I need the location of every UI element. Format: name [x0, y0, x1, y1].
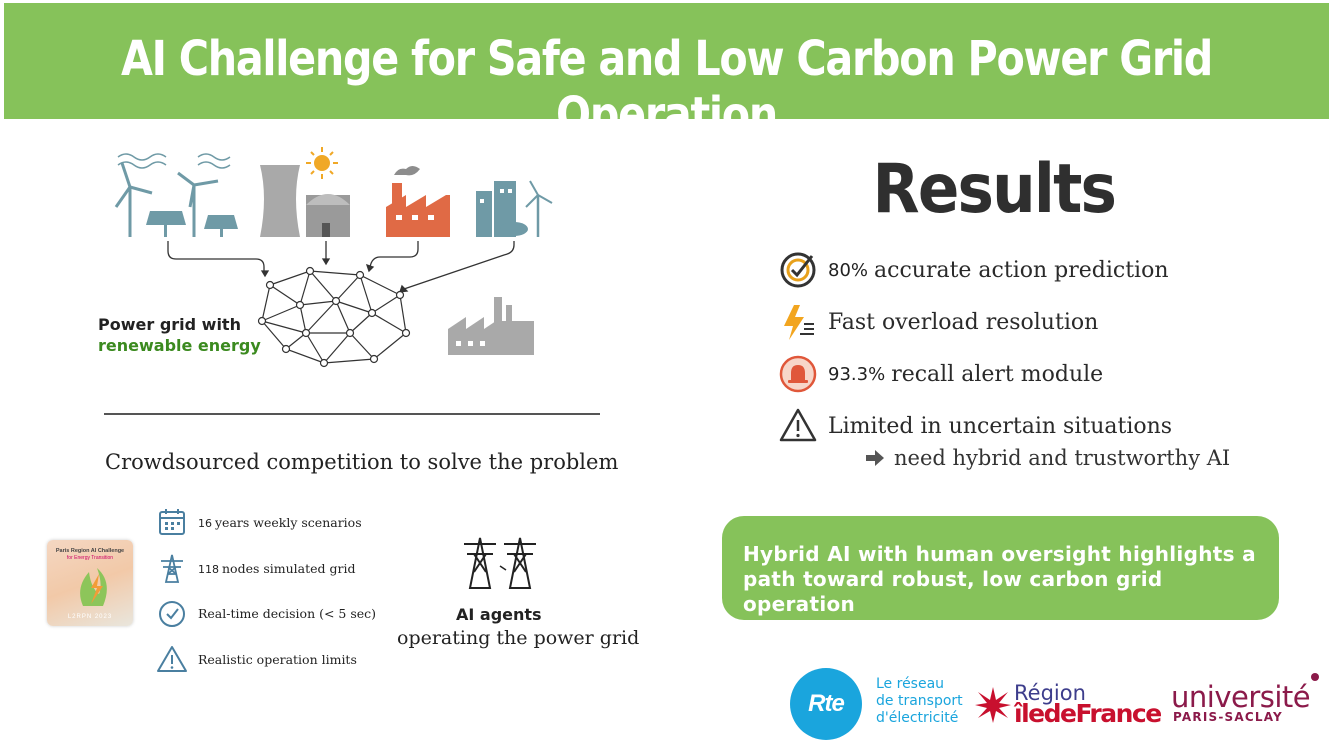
- clock-icon: [156, 597, 188, 629]
- rte-mark: Rte: [808, 690, 844, 717]
- power-grid-label: [98, 314, 261, 356]
- university-dot-icon: [1308, 670, 1322, 684]
- feature-label: Realistic operation limits: [198, 651, 357, 667]
- feature-item: [156, 642, 357, 676]
- feature-text: [198, 515, 362, 530]
- feature-item: [156, 505, 362, 539]
- transmission-towers-icon: [462, 536, 540, 590]
- target-check-icon: [778, 250, 818, 290]
- sub-note: [864, 446, 1230, 470]
- university-logo-line2: PARIS-SACLAY: [1173, 710, 1283, 724]
- feature-number: 118: [198, 562, 219, 576]
- result-number: 80%: [828, 259, 869, 281]
- rte-logo: [790, 668, 862, 740]
- conclusion-text: Hybrid AI with human oversight highlights a path toward robust, low carbon grid operation: [743, 542, 1256, 616]
- result-item: [778, 302, 1098, 342]
- warning-icon: [778, 406, 818, 446]
- feature-label: years weekly scenarios: [215, 514, 362, 530]
- power-grid-label-line1: Power grid with: [98, 315, 241, 334]
- result-number: 93.3%: [828, 363, 886, 385]
- arrow-right-icon: [864, 448, 886, 468]
- feature-item: [156, 551, 356, 585]
- sub-note-text: need hybrid and trustworthy AI: [894, 446, 1231, 470]
- logo-line3: L2RPN 2023: [67, 614, 113, 620]
- city-icon: [476, 181, 552, 237]
- factory-icon: [386, 166, 450, 237]
- ai-agents-subtitle: operating the power grid: [397, 627, 640, 649]
- lightning-icon: [778, 302, 818, 342]
- l2rpn-logo: [47, 540, 133, 626]
- page-title: AI Challenge for Safe and Low Carbon Power Grid Operation: [120, 31, 1213, 143]
- result-label: Fast overload resolution: [828, 309, 1099, 335]
- result-item: [778, 354, 1103, 394]
- feature-label: Real-time decision (< 5 sec): [198, 605, 377, 621]
- pylon-icon: [156, 552, 188, 584]
- feature-number: 16: [198, 516, 212, 530]
- leaf-flame-icon: [75, 564, 107, 608]
- grid-network-icon: [259, 268, 410, 367]
- result-item: [778, 406, 1172, 446]
- region-star-icon: [974, 686, 1012, 724]
- title-banner: [4, 3, 1329, 143]
- solar-panel-icon: [146, 211, 238, 237]
- warning-icon: [156, 643, 188, 675]
- region-logo-line2: îledeFrance: [1014, 699, 1161, 728]
- rte-tagline: [876, 676, 963, 727]
- results-title: Results: [872, 150, 1116, 229]
- feature-label: nodes simulated grid: [222, 560, 356, 576]
- feature-text: [198, 561, 356, 576]
- conclusion-box: [722, 516, 1279, 620]
- region-logo-line1: Région: [1014, 681, 1086, 705]
- power-grid-label-line2: renewable energy: [98, 336, 261, 355]
- result-label: recall alert module: [891, 361, 1104, 387]
- competition-heading: Crowdsourced competition to solve the problem: [105, 450, 619, 474]
- alarm-bell-icon: [778, 354, 818, 394]
- result-label: accurate action prediction: [874, 257, 1169, 283]
- result-label: Limited in uncertain situations: [828, 413, 1173, 439]
- logo-line2: for Energy Transition: [66, 555, 114, 561]
- sun-icon: [306, 147, 338, 179]
- feature-item: [156, 596, 376, 630]
- ai-agents-title: AI agents: [456, 605, 542, 624]
- rte-line1: Le réseau: [876, 676, 945, 692]
- rte-line3: d'électricité: [876, 710, 959, 726]
- calendar-icon: [156, 506, 188, 538]
- logo-line1: Paris Region AI Challenge: [55, 548, 125, 554]
- industrial-plant-icon: [448, 297, 534, 355]
- divider: [104, 413, 600, 415]
- rte-line2: de transport: [876, 693, 963, 709]
- nuclear-plant-icon: [260, 165, 350, 237]
- result-item: [778, 250, 1169, 290]
- university-logo-line1: université: [1171, 680, 1311, 714]
